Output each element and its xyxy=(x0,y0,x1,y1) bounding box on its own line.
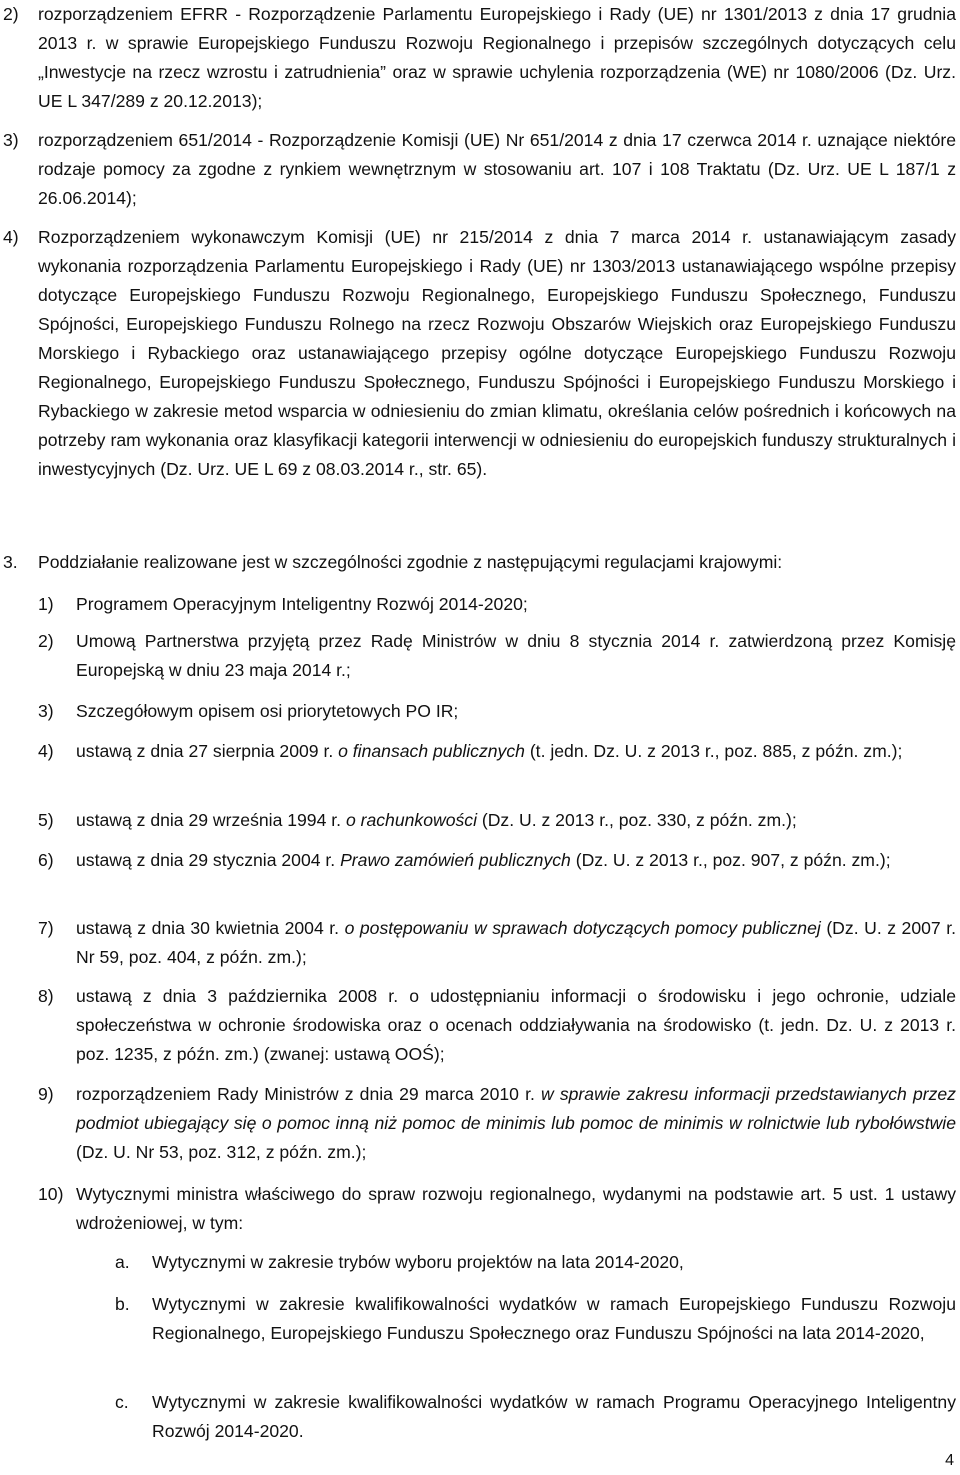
item-number: 4) xyxy=(3,227,19,247)
item-number: 6) xyxy=(38,850,54,870)
item-text: ustawą z dnia 3 października 2008 r. o udostępnianiu informacji o środowisku i jego ochronie, udziale społeczeństwa w ochronie środowiska oraz o ocenach oddziaływania na środowisko (t. jedn. Dz. U. z 2013 r. poz. 1235, z późn. zm.) (zwanej: ustawą OOŚ); xyxy=(76,986,956,1064)
item-number: 10) xyxy=(38,1184,64,1204)
item-text: Szczegółowym opisem osi priorytetowych PO IR; xyxy=(76,701,459,721)
item-text: Programem Operacyjnym Inteligentny Rozwój 2014-2020; xyxy=(76,594,528,614)
sub-item-letter: a. xyxy=(115,1252,130,1272)
item-number: 8) xyxy=(38,986,54,1006)
sub-item-text: Wytycznymi w zakresie kwalifikowalności wydatków w ramach Programu Operacyjnego Inteligentny Rozwój 2014-2020. xyxy=(152,1392,956,1441)
item-text: Rozporządzeniem wykonawczym Komisji (UE) nr 215/2014 z dnia 7 marca 2014 r. ustanawiającym zasady wykonania rozporządzenia Parlamentu Europejskiego i Rady (UE) nr 1303/2013 ustanawiającego wspólne przepisy dotyczące Europejskiego Funduszu Rozwoju Regionalnego, Europejskiego Funduszu Społecznego, Funduszu Spójności, Europejskiego Funduszu Rolnego na rzecz Rozwoju Obszarów Wiejskich oraz Europejskiego Funduszu Morskiego i Rybackiego oraz ustanawiającego przepisy ogólne dotyczące Europejskiego Funduszu Rozwoju Regionalnego, Europejskiego Funduszu Społecznego, Funduszu Spójności i Europejskiego Funduszu Morskiego i Rybackiego w zakresie metod wsparcia w odniesieniu do zmian klimatu, określania celów pośrednich i końcowych na potrzeby ram wykonania oraz klasyfikacji kategorii interwencji w odniesieniu do europejskich funduszy strukturalnych i inwestycyjnych (Dz. Urz. UE L 69 z 08.03.2014 r., str. 65). xyxy=(38,227,956,479)
section-text: Poddziałanie realizowane jest w szczególności zgodnie z następującymi regulacjami krajowymi: xyxy=(38,552,783,572)
item-number: 3) xyxy=(38,701,54,721)
item-text: ustawą z dnia 27 sierpnia 2009 r. o finansach publicznych (t. jedn. Dz. U. z 2013 r., poz. 885, z późn. zm.); xyxy=(76,741,903,761)
item-text: rozporządzeniem EFRR - Rozporządzenie Parlamentu Europejskiego i Rady (UE) nr 1301/2013 z dnia 17 grudnia 2013 r. w sprawie Europejskiego Funduszu Rozwoju Regionalnego i przepisów szczególnych dotyczących celu „Inwestycje na rzecz wzrostu i zatrudnienia” oraz w sprawie uchylenia rozporządzenia (WE) nr 1080/2006 (Dz. Urz. UE L 347/289 z 20.12.2013); xyxy=(38,4,956,111)
item-text: ustawą z dnia 29 września 1994 r. o rachunkowości (Dz. U. z 2013 r., poz. 330, z późn. zm.); xyxy=(76,810,797,830)
item-text: rozporządzeniem Rady Ministrów z dnia 29 marca 2010 r. w sprawie zakresu informacji przedstawianych przez podmiot ubiegający się o pomoc inną niż pomoc de minimis lub pomoc de minimis w rolnictwie lub rybołówstwie (Dz. U. Nr 53, poz. 312, z późn. zm.); xyxy=(76,1084,956,1162)
item-number: 2) xyxy=(38,631,54,651)
item-text: ustawą z dnia 30 kwietnia 2004 r. o postępowaniu w sprawach dotyczących pomocy publicznej (Dz. U. z 2007 r. Nr 59, poz. 404, z późn. zm.); xyxy=(76,918,957,967)
item-number: 3) xyxy=(3,130,19,150)
item-text: ustawą z dnia 29 stycznia 2004 r. Prawo zamówień publicznych (Dz. U. z 2013 r., poz. 907, z późn. zm.); xyxy=(76,850,891,870)
sub-item-letter: c. xyxy=(115,1392,129,1412)
page-number: 4 xyxy=(945,1452,954,1469)
item-number: 2) xyxy=(3,4,19,24)
item-text: Wytycznymi ministra właściwego do spraw rozwoju regionalnego, wydanymi na podstawie art. 5 ust. 1 ustawy wdrożeniowej, w tym: xyxy=(76,1184,956,1233)
item-number: 7) xyxy=(38,918,54,938)
sub-item-letter: b. xyxy=(115,1294,130,1314)
item-text: Umową Partnerstwa przyjętą przez Radę Ministrów w dniu 8 stycznia 2014 r. zatwierdzoną przez Komisję Europejską w dniu 23 maja 2014 r.; xyxy=(76,631,956,680)
item-number: 1) xyxy=(38,594,54,614)
item-number: 4) xyxy=(38,741,54,761)
sub-item-text: Wytycznymi w zakresie kwalifikowalności wydatków w ramach Europejskiego Funduszu Rozwoju Regionalnego, Europejskiego Funduszu Społecznego oraz Funduszu Spójności na lata 2014-2020, xyxy=(152,1294,956,1343)
section-number: 3. xyxy=(3,552,18,572)
item-text: rozporządzeniem 651/2014 - Rozporządzenie Komisji (UE) Nr 651/2014 z dnia 17 czerwca 2014 r. uznające niektóre rodzaje pomocy za zgodne z rynkiem wewnętrznym w stosowaniu art. 107 i 108 Traktatu (Dz. Urz. UE L 187/1 z 26.06.2014); xyxy=(38,130,956,208)
sub-item-text: Wytycznymi w zakresie trybów wyboru projektów na lata 2014-2020, xyxy=(152,1252,684,1272)
item-number: 5) xyxy=(38,810,54,830)
item-number: 9) xyxy=(38,1084,54,1104)
